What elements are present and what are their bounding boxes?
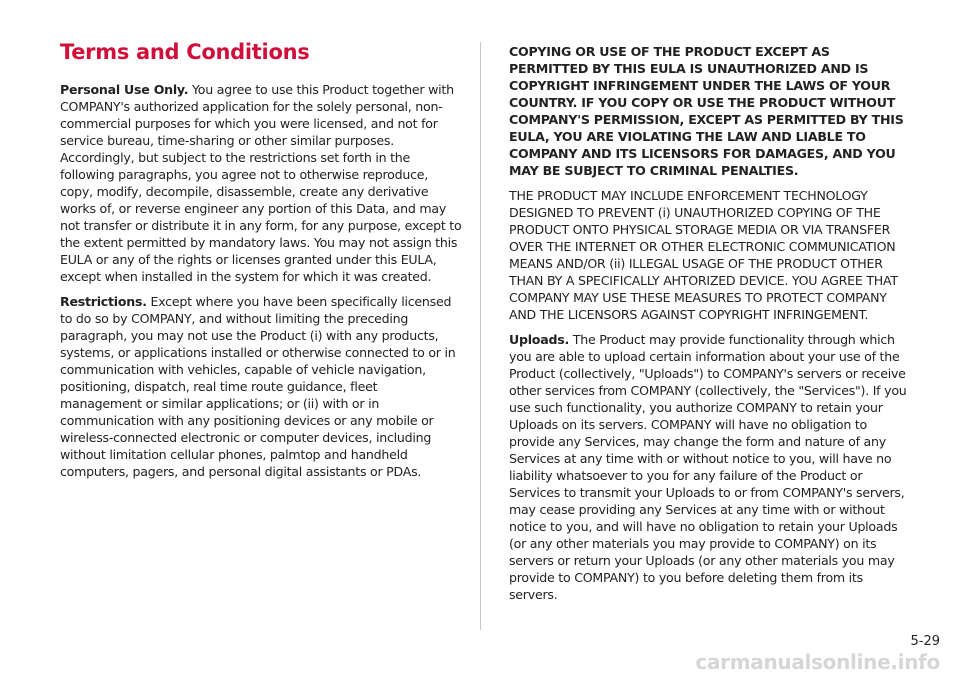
- copying-warning-paragraph: COPYING OR USE OF THE PRODUCT EXCEPT AS PERMITTED BY THIS EULA IS UNAUTHORIZED AND IS COPYRIGHT INFRINGEMENT UNDER THE LAWS OF YOUR COUNTRY. IF YOU COPY OR USE THE PRODUCT WITHOUT COMPANY'S PERMISSION, EXCEPT AS PERMITTED BY THIS EULA, YOU ARE VIOLATING THE LAW AND LIABLE TO COMPANY AND ITS LICENSORS FOR DAMAGES, AND YOU MAY BE SUBJECT TO CRIMINAL PENALTIES.: [509, 44, 904, 178]
- personal-use-paragraph: [60, 81, 462, 285]
- restrictions-paragraph: [60, 293, 462, 480]
- page-number: 5-29: [910, 634, 940, 649]
- uploads-body: The Product may provide functionality through which you are able to upload certain information about your use of the Product (collectively, "Uploads") to COMPANY's servers or receive other services from COMPANY (collectively, the "Services"). If you use such functionality, you authorize COMPANY to retain your Uploads on its servers. COMPANY will have no obligation to provide any Services, may change the form and nature of any Services at any time with or without notice to you, will have no liability whatsoever to you for any failure of the Product or Services to transmit your Uploads to or from COMPANY's servers, may cease providing any Services at any time with or without notice to you, and will have no obligation to retain your Uploads (or any other materials you may provide to COMPANY) on its servers or return your Uploads (or any other materials you may provide to COMPANY) to you before deleting them from its servers.: [509, 332, 907, 602]
- personal-use-body: You agree to use this Product together with COMPANY's authorized application for the solely personal, non-commercial purposes for which you were licensed, and not for service bureau, time-sharing or other similar purposes. Accordingly, but subject to the restrictions set forth in the following paragraphs, you agree not to otherwise reproduce, copy, modify, decompile, disassemble, create any derivative works of, or reverse engineer any portion of this Data, and may not transfer or distribute it in any form, for any purpose, except to the extent permitted by mandatory laws. You may not assign this EULA or any of the rights or licenses granted under this EULA, except when installed in the system for which it was created.: [60, 82, 462, 284]
- right-column: [509, 43, 907, 611]
- restrictions-body: Except where you have been specifically licensed to do so by COMPANY, and without limiting the preceding paragraph, you may not use the Product (i) with any products, systems, or applications installed or otherwise connected to or in communication with vehicles, capable of vehicle navigation, positioning, dispatch, real time route guidance, fleet management or similar applications; or (ii) with or in communication with any positioning devices or any mobile or wireless-connected electronic or computer devices, including without limitation cellular phones, palmtop and handheld computers, pagers, and personal digital assistants or PDAs.: [60, 294, 456, 479]
- page-title: Terms and Conditions: [60, 40, 310, 64]
- personal-use-heading: Personal Use Only.: [60, 82, 189, 97]
- watermark-text: carmanualsonline.info: [695, 650, 940, 674]
- left-column: [60, 81, 462, 488]
- uploads-paragraph: [509, 331, 907, 603]
- enforcement-paragraph: THE PRODUCT MAY INCLUDE ENFORCEMENT TECHNOLOGY DESIGNED TO PREVENT (i) UNAUTHORIZED COPYING OF THE PRODUCT ONTO PHYSICAL STORAGE MEDIA OR VIA TRANSFER OVER THE INTERNET OR OTHER ELECTRONIC COMMUNICATION MEANS AND/OR (ii) ILLEGAL USAGE OF THE PRODUCT OTHER THAN BY A SPECIFICALLY AHTORIZED DEVICE. YOU AGREE THAT COMPANY MAY USE THESE MEASURES TO PROTECT COMPANY AND THE LICENSORS AGAINST COPYRIGHT INFRINGEMENT.: [509, 188, 898, 322]
- restrictions-heading: Restrictions.: [60, 294, 147, 309]
- uploads-heading: Uploads.: [509, 332, 570, 347]
- column-divider: [480, 42, 481, 630]
